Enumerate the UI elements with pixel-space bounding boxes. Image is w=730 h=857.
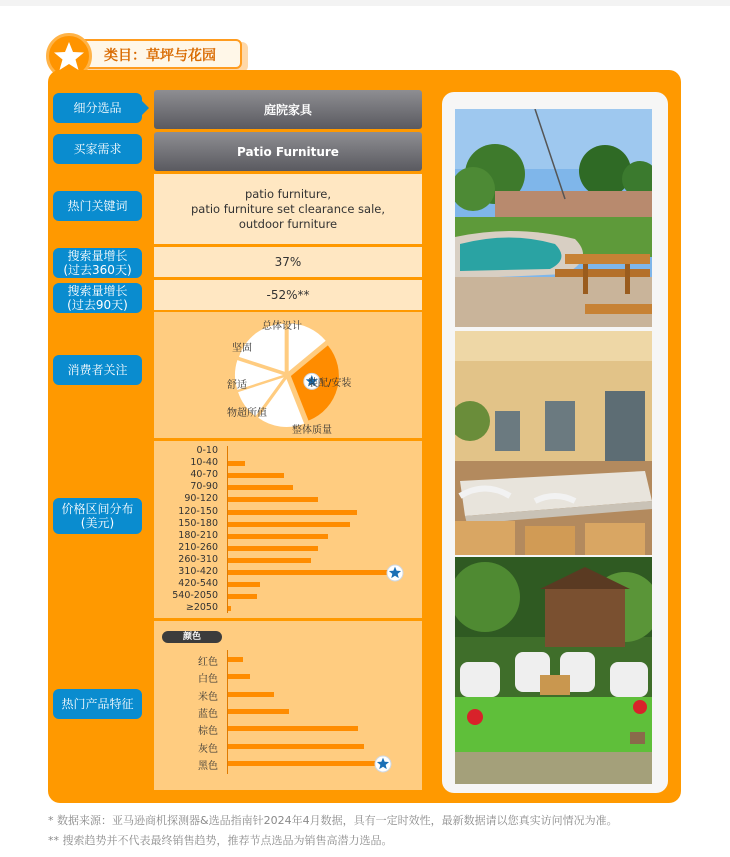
bar-category-label: 70-90 — [190, 481, 218, 493]
keyword-line: patio furniture set clearance sale, — [190, 201, 386, 216]
footnote-trend: ** 搜索趋势并不代表最终销售趋势，推荐节点选品为销售高潜力选品。 — [48, 834, 393, 847]
label-buyer-need — [53, 134, 142, 164]
label-keywords-text: 热门关键词 — [67, 199, 128, 213]
label-price-text — [61, 502, 133, 530]
bar-category-label: ≥2050 — [185, 602, 218, 614]
bar-category-label: 黑色 — [198, 760, 218, 772]
pool-patio-photo — [455, 109, 652, 327]
bar — [228, 534, 328, 539]
bar — [228, 744, 364, 749]
price-axis — [227, 446, 228, 613]
label-growth-360-line1: 搜索量增长 — [67, 249, 128, 263]
bar — [228, 473, 284, 478]
subcategory-value-cell — [154, 90, 422, 129]
pie-label: 舒适 — [227, 380, 247, 391]
pie-label: 总体设计 — [262, 321, 302, 332]
bar-category-label: 260-310 — [178, 553, 218, 565]
pie-label: 整体质量 — [292, 425, 332, 436]
bar — [228, 510, 357, 515]
bar-category-label: 米色 — [198, 691, 218, 703]
subcategory-value: 庭院家具 — [263, 103, 312, 117]
footnote-source: * 数据来源：亚马逊商机探测器&选品指南针2024年4月数据，具有一定时效性，最新数据请以您真实访问情况为准。 — [48, 814, 618, 827]
label-growth-360 — [53, 248, 142, 278]
label-growth-360-line2: (过去360天) — [63, 263, 132, 277]
label-buyer-need-text: 买家需求 — [73, 142, 122, 156]
category-title: 类目：草坪与花园 — [104, 48, 216, 64]
bar-category-label: 0-10 — [196, 445, 218, 456]
growth-90-cell — [154, 280, 422, 310]
label-concerns — [53, 355, 142, 385]
bar — [228, 558, 311, 563]
bar-category-label: 540-2050 — [172, 590, 218, 602]
label-growth-360-text — [63, 249, 131, 277]
label-growth-90-text — [67, 284, 128, 312]
label-price-line2: (美元) — [80, 516, 115, 530]
label-features-text: 热门产品特征 — [61, 697, 134, 711]
keywords-text — [191, 187, 385, 232]
bar-category-label: 10-40 — [190, 457, 218, 469]
bar-category-label: 40-70 — [190, 469, 218, 481]
growth-360-value: 37% — [274, 254, 302, 269]
bar — [228, 594, 257, 599]
bar-category-label: 白色 — [198, 674, 218, 686]
star-badge-icon — [387, 565, 403, 581]
bar-category-label: 灰色 — [198, 743, 218, 755]
bar — [228, 726, 358, 731]
bar — [228, 582, 260, 587]
bar-category-label: 红色 — [198, 657, 218, 668]
bar-category-label: 120-150 — [178, 505, 218, 517]
bar-category-label: 310-420 — [178, 566, 218, 577]
buyer-need-value-cell — [154, 132, 422, 171]
bar — [228, 485, 293, 490]
label-price — [53, 498, 142, 534]
bar-category-label: 90-120 — [184, 493, 218, 505]
bar — [228, 522, 350, 527]
label-features — [53, 689, 142, 719]
bar-category-label: 蓝色 — [198, 708, 218, 720]
bar-category-label: 180-210 — [178, 529, 218, 541]
bar — [228, 606, 231, 611]
label-growth-90 — [53, 283, 142, 313]
top-divider — [0, 0, 730, 6]
star-icon — [53, 40, 85, 72]
label-subcategory — [53, 93, 142, 123]
bar — [228, 461, 245, 466]
star-badge-icon — [375, 756, 391, 772]
label-price-line1: 价格区间分布 — [61, 502, 134, 516]
growth-90-value: -52%** — [266, 287, 310, 302]
garden-seating-photo — [455, 557, 652, 784]
pie-label: 装配/安装 — [308, 378, 352, 389]
color-axis — [227, 650, 228, 774]
bar — [228, 761, 376, 766]
bar — [228, 570, 388, 575]
bar — [228, 546, 318, 551]
bar-category-label: 150-180 — [178, 517, 218, 529]
highlight-star — [374, 755, 392, 773]
label-concerns-text: 消费者关注 — [67, 363, 128, 377]
keywords-cell — [154, 174, 422, 244]
bar — [228, 674, 250, 679]
keyword-line: patio furniture, — [244, 186, 332, 201]
bar — [228, 709, 289, 714]
label-subcategory-text: 细分选品 — [73, 101, 122, 115]
highlight-star — [386, 564, 404, 582]
pie-label: 物超所值 — [227, 408, 267, 419]
bar — [228, 497, 318, 502]
keyword-line: outdoor furniture — [238, 216, 338, 231]
bar — [228, 692, 274, 697]
label-growth-90-line1: 搜索量增长 — [67, 284, 128, 298]
pie-label: 坚固 — [232, 343, 252, 354]
bar — [228, 657, 243, 662]
growth-360-cell — [154, 247, 422, 277]
label-keywords — [53, 191, 142, 221]
label-growth-90-line2: (过去90天) — [67, 298, 128, 312]
bar-category-label: 210-260 — [178, 541, 218, 553]
buyer-need-value: Patio Furniture — [237, 144, 339, 159]
bar-category-label: 棕色 — [198, 726, 218, 738]
bar-category-label: 420-540 — [178, 578, 218, 590]
color-tag: 颜色 — [162, 631, 222, 643]
wood-house-dining-photo — [455, 331, 652, 555]
